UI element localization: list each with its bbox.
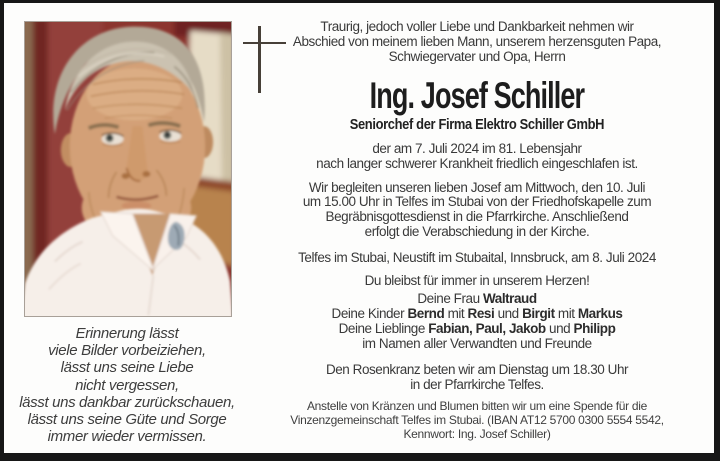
intro-paragraph — [248, 20, 706, 65]
rosary-paragraph — [248, 363, 706, 393]
connector: mit — [447, 305, 465, 321]
funeral-line: um 15.00 Uhr in Telfes im Stubai von der Friedhofskapelle zum — [302, 194, 652, 210]
donation-paragraph — [248, 400, 706, 441]
family-wife-line — [248, 292, 706, 307]
rosary-line: in der Pfarrkirche Telfes. — [410, 376, 544, 392]
donation-line: Vinzenzgemeinschaft Telfes im Stubai. (IBAN AT12 5700 0300 5554 5542, — [290, 413, 664, 428]
memorial-poem — [6, 325, 248, 445]
child2-name: Birgit — [522, 305, 555, 321]
funeral-paragraph — [248, 181, 706, 241]
donation-line: Kennwort: Ing. Josef Schiller) — [403, 427, 551, 441]
funeral-line: Begräbnisgottesdienst in die Pfarrkirche. Anschließend — [325, 209, 629, 225]
poem-line: Erinnerung lässt — [75, 325, 179, 342]
child2-partner-name: Markus — [577, 305, 623, 321]
grandchild-last-name: Philipp — [573, 320, 616, 336]
children-prefix: Deine Kinder — [331, 305, 405, 321]
portrait-photo-illustration — [25, 22, 231, 316]
poem-line: immer wieder vermissen. — [47, 428, 207, 446]
connector: und — [497, 305, 519, 321]
child1-partner-name: Resi — [467, 305, 495, 321]
poem-line: lässt uns dankbar zurückschauen, — [19, 393, 235, 411]
grandchildren-prefix: Deine Lieblinge — [338, 320, 425, 336]
deceased-subtitle — [248, 116, 706, 133]
family-closing-line: im Namen aller Verwandten und Freunde — [362, 335, 592, 351]
deceased-name — [248, 76, 706, 116]
poem-line: nicht vergessen, — [75, 376, 179, 394]
deceased-subtitle-text: Seniorchef der Firma Elektro Schiller GmbH — [349, 115, 605, 133]
grandchildren-names: Fabian, Paul, Jakob — [428, 320, 546, 336]
family-grandchildren-line — [248, 322, 706, 337]
death-line: der am 7. Juli 2024 im 81. Lebensjahr — [372, 140, 582, 156]
intro-line: Abschied von meinem lieben Mann, unserem herzensguten Papa, — [292, 33, 662, 49]
family-children-line — [248, 307, 706, 322]
death-paragraph — [248, 142, 706, 172]
deceased-name-text: Ing. Josef Schiller — [369, 74, 585, 116]
connector: und — [549, 320, 571, 336]
donation-line: Anstelle von Kränzen und Blumen bitten wir um eine Spende für die — [306, 399, 648, 414]
notice-body — [248, 20, 706, 442]
dateline: Telfes im Stubai, Neustift im Stubaital, Innsbruck, am 8. Juli 2024 — [298, 250, 656, 266]
farewell-line: Du bleibst für immer in unserem Herzen! — [364, 273, 590, 289]
poem-line: lässt uns seine Liebe — [60, 359, 194, 377]
death-line: nach langer schwerer Krankheit friedlich eingeschlafen ist. — [316, 155, 638, 171]
wife-name: Waltraud — [482, 290, 537, 306]
wife-prefix: Deine Frau — [417, 290, 480, 306]
poem-line: lässt uns seine Güte und Sorge — [27, 411, 227, 429]
intro-line: Traurig, jedoch voller Liebe und Dankbarkeit nehmen wir — [320, 19, 634, 34]
intro-line: Schwiegervater und Opa, Herrn — [388, 48, 566, 64]
poem-line: viele Bilder vorbeiziehen, — [48, 342, 206, 360]
child1-name: Bernd — [407, 305, 445, 321]
portrait-photo — [24, 21, 232, 317]
family-block — [248, 292, 706, 352]
connector: mit — [557, 305, 575, 321]
funeral-line: erfolgt die Verabschiedung in der Kirche. — [364, 224, 590, 240]
funeral-line: Wir begleiten unseren lieben Josef am Mittwoch, den 10. Juli — [308, 179, 646, 195]
rosary-line: Den Rosenkranz beten wir am Dienstag um 18.30 Uhr — [325, 361, 629, 377]
